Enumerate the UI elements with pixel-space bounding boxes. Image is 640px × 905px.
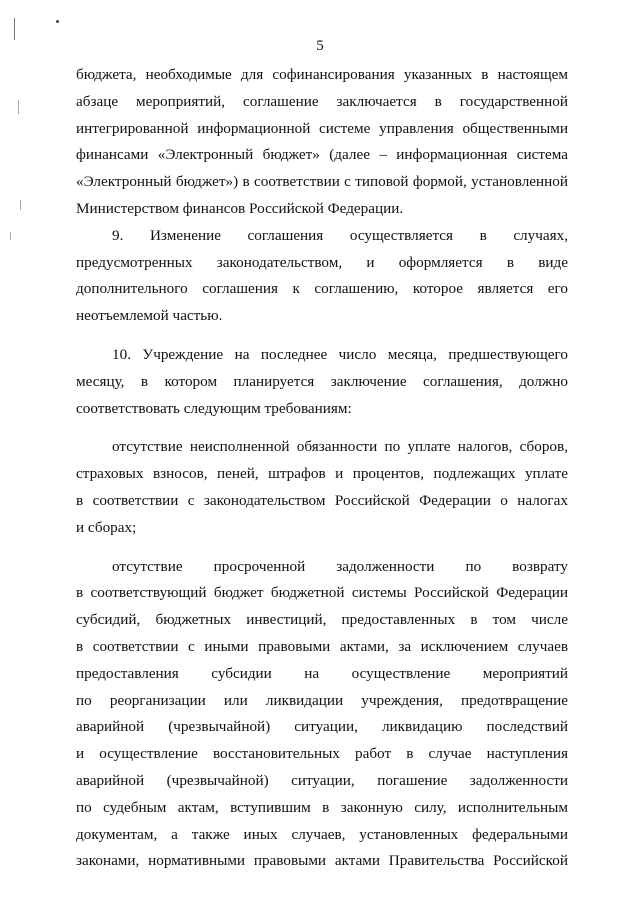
text-line: месяцу, в котором планируется заключение соглашения, должно: [76, 372, 568, 390]
text-line: 10. Учреждение на последнее число месяца, предшествующего: [112, 345, 568, 363]
page-number: 5: [316, 38, 324, 54]
text-line: законами, нормативными правовыми актами Правительства Российской: [76, 852, 568, 870]
text-line: «Электронный бюджет») в соответствии с типовой формой, установленной: [76, 173, 568, 191]
scan-mark: [14, 18, 15, 40]
text-line: документам, а также иных случаев, установленных федеральными: [76, 825, 568, 843]
text-line: в соответствии с законодательством Российской Федерации о налогах: [76, 491, 568, 509]
text-line: аварийной (чрезвычайной) ситуации, ликвидацию последствий: [76, 718, 568, 736]
scan-mark: [20, 200, 21, 210]
text-line: соответствовать следующим требованиям:: [76, 399, 352, 417]
text-line: отсутствие просроченной задолженности по возврату: [112, 557, 568, 575]
text-line: страховых взносов, пеней, штрафов и процентов, подлежащих уплате: [76, 465, 568, 483]
text-line: аварийной (чрезвычайной) ситуации, погашение задолженности: [76, 771, 568, 789]
paragraph-item-9: [76, 223, 568, 330]
document-body: [76, 62, 568, 875]
paragraph-requirement-taxes: [76, 434, 568, 541]
scan-mark: [18, 100, 19, 114]
text-line: отсутствие неисполненной обязанности по уплате налогов, сборов,: [112, 438, 568, 456]
text-line: предусмотренных законодательством, и оформляется в виде: [76, 253, 568, 271]
text-line: бюджета, необходимые для софинансирования указанных в настоящем: [76, 66, 568, 83]
paragraph-continuation: [76, 62, 568, 223]
paragraph-item-10: [76, 342, 568, 422]
text-line: в соответствии с иными правовыми актами, за исключением случаев: [76, 637, 568, 655]
text-line: субсидий, бюджетных инвестиций, предоставленных в том числе: [76, 611, 568, 629]
text-line: 9. Изменение соглашения осуществляется в случаях,: [112, 226, 568, 244]
text-line: финансами «Электронный бюджет» (далее – информационная система: [76, 146, 568, 164]
text-line: Министерством финансов Российской Федерации.: [76, 199, 404, 217]
text-line: абзаце мероприятий, соглашение заключается в государственной: [76, 92, 568, 110]
text-line: предоставления субсидии на осуществление мероприятий: [76, 664, 568, 682]
text-line: по реорганизации или ликвидации учреждения, предотвращение: [76, 691, 568, 709]
text-line: и сборах;: [76, 518, 137, 536]
text-line: по судебным актам, вступившим в законную силу, исполнительным: [76, 798, 568, 816]
text-line: неотъемлемой частью.: [76, 307, 223, 325]
text-line: в соответствующий бюджет бюджетной системы Российской Федерации: [76, 584, 568, 602]
text-line: интегрированной информационной системе управления общественными: [76, 119, 568, 137]
text-line: и осуществление восстановительных работ в случае наступления: [76, 745, 568, 763]
paragraph-requirement-debt: [76, 554, 568, 876]
scan-mark: [56, 20, 59, 23]
scan-mark: [10, 232, 11, 240]
text-line: дополнительного соглашения к соглашению, которое является его: [76, 280, 568, 298]
